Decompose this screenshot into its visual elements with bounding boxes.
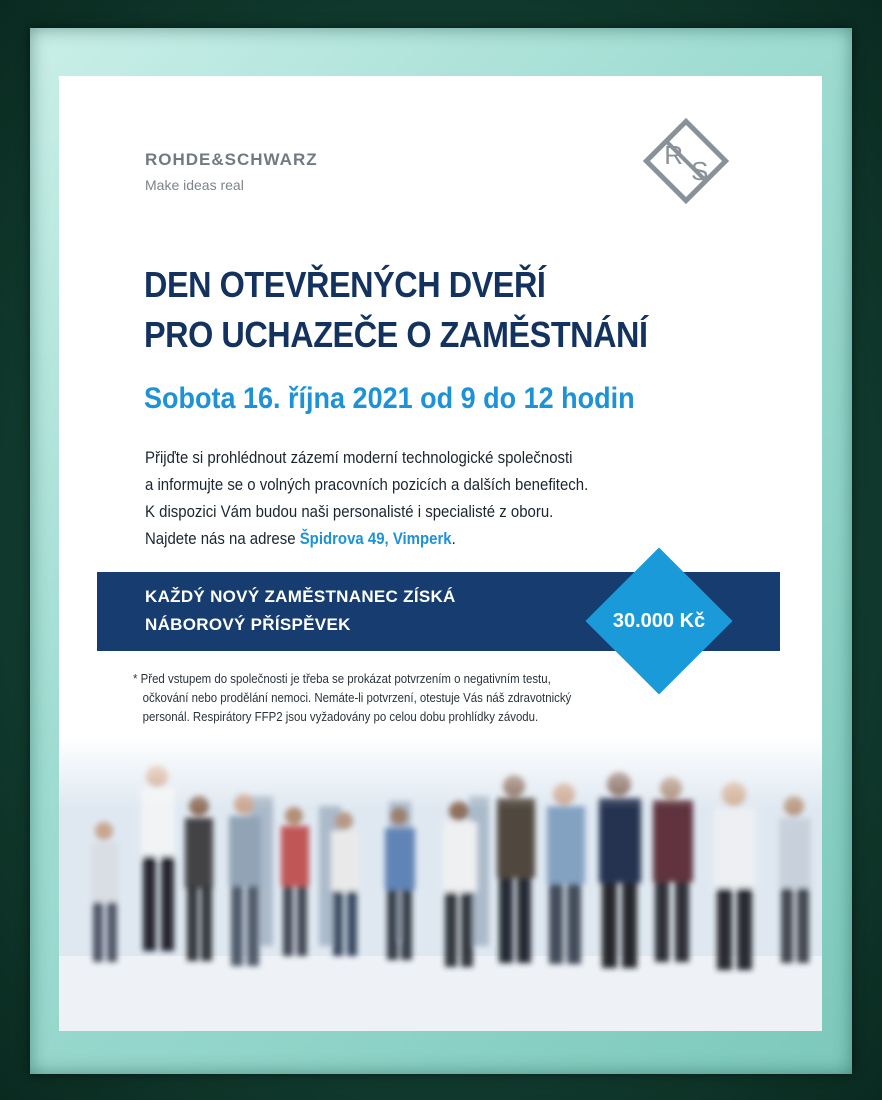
- body-text: [145, 444, 588, 552]
- body-line-2: a informujte se o volných pracovních pozicích a dalších benefitech.: [145, 475, 589, 494]
- footnote-line-3: personál. Respirátory FFP2 jsou vyžadovány po celou dobu prohlídky závodu.: [142, 709, 539, 724]
- footnote-line-1: * Před vstupem do společnosti je třeba se prokázat potvrzením o negativním testu,: [133, 671, 551, 686]
- event-date: Sobota 16. října 2021 od 9 do 12 hodin: [144, 382, 635, 415]
- rs-logo-icon: [641, 116, 731, 206]
- svg-text:S: S: [691, 156, 709, 186]
- bonus-line-2: NÁBOROVÝ PŘÍSPĚVEK: [145, 615, 351, 634]
- svg-text:R: R: [664, 140, 683, 170]
- brand-name: ROHDE&SCHWARZ: [145, 150, 318, 169]
- bonus-text: [145, 583, 456, 639]
- address: Špidrova 49, Vimperk: [299, 529, 452, 548]
- bonus-line-1: KAŽDÝ NOVÝ ZAMĚSTNANEC ZÍSKÁ: [145, 587, 456, 606]
- body-line-4: [145, 525, 588, 552]
- crowd-photo: [59, 736, 822, 1031]
- body-line-1: Přijďte si prohlédnout zázemí moderní technologické společnosti: [145, 448, 573, 467]
- brand-tagline: Make ideas real: [145, 177, 244, 193]
- address-suffix: .: [451, 529, 456, 548]
- footnote: [133, 669, 571, 726]
- footnote-line-2: očkování nebo prodělání nemoci. Nemáte-li potvrzení, otestuje Vás náš zdravotnický: [142, 690, 572, 705]
- address-prefix: Najdete nás na adrese: [145, 529, 300, 548]
- bonus-amount-badge: [586, 548, 732, 694]
- headline-line-2: PRO UCHAZEČE O ZAMĚSTNÁNÍ: [144, 314, 648, 355]
- headline: [144, 260, 648, 360]
- poster: [59, 76, 822, 1031]
- bonus-amount: 30.000 Kč: [612, 609, 706, 632]
- headline-line-1: DEN OTEVŘENÝCH DVEŘÍ: [144, 264, 546, 305]
- body-line-3: K dispozici Vám budou naši personalisté i specialisté z oboru.: [145, 502, 554, 521]
